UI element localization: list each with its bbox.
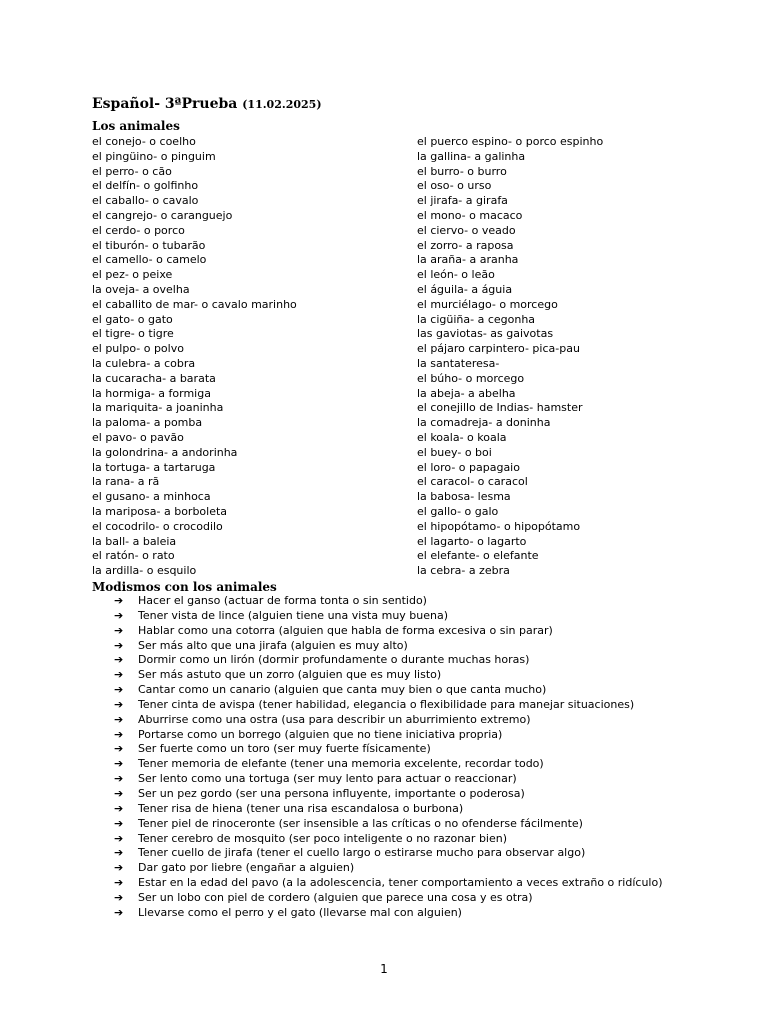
idiom-text: Ser un pez gordo (ser una persona influyente, importante o poderosa) <box>138 786 525 800</box>
vocab-item: la comadreja- a doninha <box>417 416 551 430</box>
idiom-text: Tener cuello de jirafa (tener el cuello largo o estirarse mucho para observar algo) <box>138 846 586 860</box>
vocab-item: el elefante- o elefante <box>417 549 539 563</box>
arrow-bullet-icon: ➔ <box>114 890 124 904</box>
idiom-text: Hacer el ganso (actuar de forma tonta o sin sentido) <box>138 594 427 607</box>
arrow-bullet-icon: ➔ <box>114 623 124 637</box>
animals-heading: Los animales <box>92 119 180 133</box>
idiom-item <box>114 861 663 876</box>
vocab-item: el perro- o cão <box>92 164 172 178</box>
arrow-bullet-icon: ➔ <box>114 742 124 756</box>
idiom-item <box>114 817 663 832</box>
document-title <box>92 96 322 112</box>
idiom-item <box>114 698 663 713</box>
vocab-item: el león- o leão <box>417 268 495 282</box>
vocab-item: la cebra- a zebra <box>417 564 510 578</box>
idiom-item <box>114 713 663 728</box>
vocab-item: el cerdo- o porco <box>92 223 185 237</box>
arrow-bullet-icon: ➔ <box>114 638 124 652</box>
idiom-item <box>114 728 663 743</box>
arrow-bullet-icon: ➔ <box>114 876 124 890</box>
idiom-text: Ser más alto que una jirafa (alguien es muy alto) <box>138 638 408 652</box>
vocab-item: el cocodrilo- o crocodilo <box>92 519 223 533</box>
idiom-text: Dormir como un lirón (dormir profundamente o durante muchas horas) <box>138 653 530 667</box>
vocab-item: el tigre- o tigre <box>92 327 174 341</box>
animals-right-column <box>417 135 603 579</box>
vocab-item: el pez- o peixe <box>92 268 173 282</box>
arrow-bullet-icon: ➔ <box>114 801 124 815</box>
idiom-text: Tener risa de hiena (tener una risa escandalosa o burbona) <box>138 801 464 815</box>
arrow-bullet-icon: ➔ <box>114 697 124 711</box>
idioms-list <box>114 594 663 921</box>
vocab-item: el mono- o macaco <box>417 208 523 222</box>
vocab-item: la paloma- a pomba <box>92 416 203 430</box>
arrow-bullet-icon: ➔ <box>114 668 124 682</box>
idiom-text: Dar gato por liebre (engañar a alguien) <box>138 861 355 875</box>
vocab-item: el pájaro carpintero- pica-pau <box>417 342 580 356</box>
vocab-item: el pavo- o pavão <box>92 430 184 444</box>
arrow-bullet-icon: ➔ <box>114 831 124 845</box>
vocab-item: el camello- o camelo <box>92 253 207 267</box>
vocab-item: el delfín- o golfinho <box>92 179 199 193</box>
idiom-item <box>114 742 663 757</box>
arrow-bullet-icon: ➔ <box>114 683 124 697</box>
vocab-item: la hormiga- a formiga <box>92 386 211 400</box>
title-main: Español- 3ªPrueba <box>92 96 238 113</box>
arrow-bullet-icon: ➔ <box>114 712 124 726</box>
vocab-item: el koala- o koala <box>417 430 507 444</box>
vocab-item: la golondrina- a andorinha <box>92 445 238 459</box>
idiom-text: Llevarse como el perro y el gato (llevarse mal con alguien) <box>138 905 462 919</box>
idiom-item <box>114 906 663 921</box>
idiom-item <box>114 668 663 683</box>
title-date: (11.02.2025) <box>242 98 322 112</box>
vocab-item: el pulpo- o polvo <box>92 342 184 356</box>
vocab-item: la oveja- a ovelha <box>92 282 190 296</box>
idiom-item <box>114 846 663 861</box>
animals-left-column <box>92 135 297 579</box>
idiom-item <box>114 624 663 639</box>
idiom-item <box>114 653 663 668</box>
vocab-item: el cangrejo- o caranguejo <box>92 208 233 222</box>
vocab-item: la tortuga- a tartaruga <box>92 460 216 474</box>
vocab-item: la cucaracha- a barata <box>92 371 216 385</box>
vocab-item: la rana- a rã <box>92 475 160 489</box>
vocab-item: el caballito de mar- o cavalo marinho <box>92 297 297 311</box>
vocab-item: la babosa- lesma <box>417 490 511 504</box>
arrow-bullet-icon: ➔ <box>114 816 124 830</box>
vocab-item: el loro- o papagaio <box>417 460 520 474</box>
arrow-bullet-icon: ➔ <box>114 846 124 860</box>
idiom-item <box>114 757 663 772</box>
vocab-item: la abeja- a abelha <box>417 386 516 400</box>
idiom-text: Tener cinta de avispa (tener habilidad, elegancia o flexibilidade para manejar situaciones) <box>138 697 635 711</box>
idiom-text: Ser fuerte como un toro (ser muy fuerte físicamente) <box>138 742 431 756</box>
idiom-item <box>114 772 663 787</box>
vocab-item: el tiburón- o tubarão <box>92 238 206 252</box>
idiom-item <box>114 891 663 906</box>
idiom-text: Estar en la edad del pavo (a la adolescencia, tener comportamiento a veces extraño o ridículo) <box>138 876 663 890</box>
vocab-item: la ardilla- o esquilo <box>92 564 197 578</box>
arrow-bullet-icon: ➔ <box>114 653 124 667</box>
arrow-bullet-icon: ➔ <box>114 861 124 875</box>
vocab-item: el caballo- o cavalo <box>92 194 199 208</box>
vocab-item: la mariquita- a joaninha <box>92 401 224 415</box>
idiom-item <box>114 802 663 817</box>
vocab-item: el caracol- o caracol <box>417 475 528 489</box>
idiom-text: Tener cerebro de mosquito (ser poco inteligente o no razonar bien) <box>138 831 508 845</box>
vocab-item: la culebra- a cobra <box>92 356 196 370</box>
vocab-item: el búho- o morcego <box>417 371 525 385</box>
arrow-bullet-icon: ➔ <box>114 757 124 771</box>
vocab-item: el oso- o urso <box>417 179 492 193</box>
idiom-text: Ser lento como una tortuga (ser muy lento para actuar o reaccionar) <box>138 772 517 786</box>
arrow-bullet-icon: ➔ <box>114 727 124 741</box>
vocab-item: el buey- o boi <box>417 445 492 459</box>
vocab-item: la araña- a aranha <box>417 253 519 267</box>
arrow-bullet-icon: ➔ <box>114 608 124 622</box>
vocab-item: la mariposa- a borboleta <box>92 504 228 518</box>
idiom-item <box>114 683 663 698</box>
vocab-item: la gallina- a galinha <box>417 149 526 163</box>
vocab-item: el lagarto- o lagarto <box>417 534 527 548</box>
vocab-item: la santateresa- <box>417 356 500 370</box>
vocab-item: el hipopótamo- o hipopótamo <box>417 519 581 533</box>
vocab-item: el pingüino- o pinguim <box>92 149 216 163</box>
vocab-item: el gusano- a minhoca <box>92 490 211 504</box>
vocab-item: el burro- o burro <box>417 164 507 178</box>
idiom-text: Ser un lobo con piel de cordero (alguien que parece una cosa y es otra) <box>138 890 533 904</box>
idiom-item <box>114 639 663 654</box>
vocab-item: el jirafa- a girafa <box>417 194 508 208</box>
idiom-text: Ser más astuto que un zorro (alguien que es muy listo) <box>138 668 442 682</box>
vocab-item: el ratón- o rato <box>92 549 175 563</box>
idiom-text: Hablar como una cotorra (alguien que habla de forma excesiva o sin parar) <box>138 623 553 637</box>
arrow-bullet-icon: ➔ <box>114 772 124 786</box>
vocab-item: el gato- o gato <box>92 312 173 326</box>
vocab-item: el águila- a águia <box>417 282 513 296</box>
idiom-text: Tener memoria de elefante (tener una memoria excelente, recordar todo) <box>138 757 544 771</box>
vocab-item: el puerco espino- o porco espinho <box>417 135 604 148</box>
vocab-item: el ciervo- o veado <box>417 223 516 237</box>
idiom-item <box>114 876 663 891</box>
vocab-item: el murciélago- o morcego <box>417 297 558 311</box>
arrow-bullet-icon: ➔ <box>114 594 124 607</box>
idiom-item <box>114 832 663 847</box>
page-number: 1 <box>380 962 388 976</box>
idiom-text: Portarse como un borrego (alguien que no tiene iniciativa propria) <box>138 727 503 741</box>
vocab-item: las gaviotas- as gaivotas <box>417 327 554 341</box>
vocab-item: el conejillo de Indias- hamster <box>417 401 583 415</box>
idiom-item <box>114 594 663 609</box>
idiom-text: Cantar como un canario (alguien que canta muy bien o que canta mucho) <box>138 683 547 697</box>
idioms-heading: Modismos con los animales <box>92 580 277 594</box>
arrow-bullet-icon: ➔ <box>114 905 124 919</box>
vocab-item: la cigüiña- a cegonha <box>417 312 536 326</box>
vocab-item: el zorro- a raposa <box>417 238 514 252</box>
idiom-text: Tener piel de rinoceronte (ser insensible a las críticas o no ofenderse fácilmente) <box>138 816 583 830</box>
idiom-text: Tener vista de lince (alguien tiene una vista muy buena) <box>138 608 449 622</box>
vocab-item: la ball- a baleia <box>92 534 177 548</box>
vocab-item: el conejo- o coelho <box>92 135 196 148</box>
idiom-item <box>114 609 663 624</box>
arrow-bullet-icon: ➔ <box>114 786 124 800</box>
idiom-item <box>114 787 663 802</box>
vocab-item: el gallo- o galo <box>417 504 499 518</box>
idiom-text: Aburrirse como una ostra (usa para describir un aburrimiento extremo) <box>138 712 531 726</box>
